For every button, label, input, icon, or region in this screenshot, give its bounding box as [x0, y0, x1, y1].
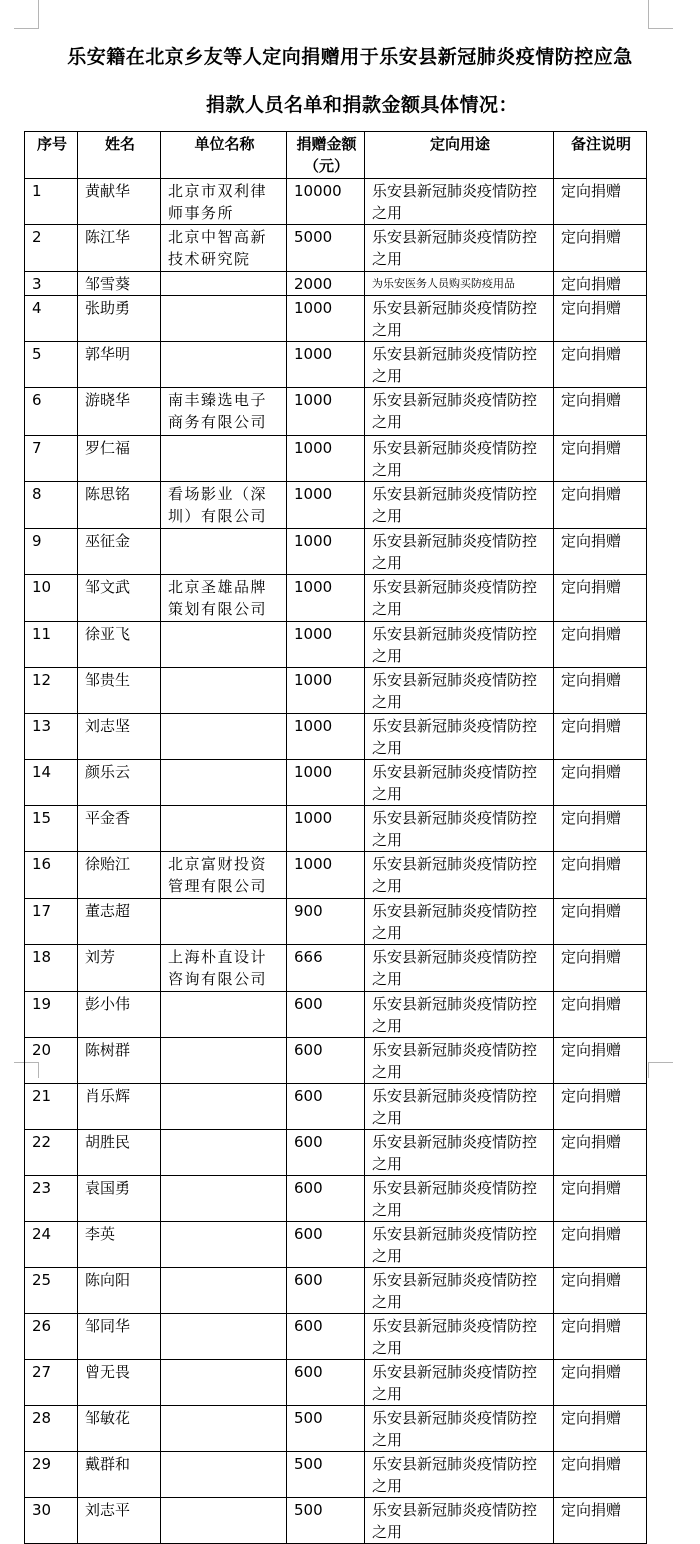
donation-purpose: 乐安县新冠肺炎疫情防控之用 — [365, 575, 554, 622]
crop-mark-top-left — [14, 0, 39, 29]
donation-note: 定向捐赠 — [554, 1130, 647, 1176]
donation-purpose: 乐安县新冠肺炎疫情防控之用 — [365, 1130, 554, 1176]
donor-name: 陈思铭 — [78, 482, 161, 529]
donor-name: 胡胜民 — [78, 1130, 161, 1176]
table-row — [25, 1406, 647, 1452]
donor-unit — [161, 714, 287, 760]
donation-note: 定向捐赠 — [554, 1360, 647, 1406]
row-number: 1 — [25, 179, 78, 225]
row-number: 17 — [25, 899, 78, 945]
donor-name: 巫征金 — [78, 529, 161, 575]
donation-amount: 600 — [287, 1268, 365, 1314]
header-no: 序号 — [25, 132, 78, 179]
donation-amount: 1000 — [287, 806, 365, 852]
donor-unit — [161, 1268, 287, 1314]
row-number: 3 — [25, 272, 78, 296]
donation-amount: 600 — [287, 1038, 365, 1084]
header-purpose: 定向用途 — [365, 132, 554, 179]
donation-purpose: 乐安县新冠肺炎疫情防控之用 — [365, 806, 554, 852]
row-number: 12 — [25, 668, 78, 714]
donor-name: 邹贵生 — [78, 668, 161, 714]
table-row — [25, 1314, 647, 1360]
donation-amount: 5000 — [287, 225, 365, 272]
donor-unit — [161, 1452, 287, 1498]
donation-note: 定向捐赠 — [554, 806, 647, 852]
donation-note: 定向捐赠 — [554, 622, 647, 668]
row-number: 10 — [25, 575, 78, 622]
row-number: 13 — [25, 714, 78, 760]
donor-name: 邹雪葵 — [78, 272, 161, 296]
donor-name: 郭华明 — [78, 342, 161, 388]
donor-name: 徐亚飞 — [78, 622, 161, 668]
row-number: 14 — [25, 760, 78, 806]
donation-amount: 666 — [287, 945, 365, 992]
row-number: 26 — [25, 1314, 78, 1360]
donor-unit — [161, 1130, 287, 1176]
table-row — [25, 388, 647, 436]
donor-unit: 北京圣雄品牌策划有限公司 — [161, 575, 287, 622]
donor-name: 彭小伟 — [78, 992, 161, 1038]
donor-table — [24, 131, 647, 1544]
table-row — [25, 436, 647, 482]
crop-mark-top-right — [648, 0, 673, 29]
donor-unit: 北京富财投资管理有限公司 — [161, 852, 287, 899]
header-note: 备注说明 — [554, 132, 647, 179]
donation-note: 定向捐赠 — [554, 436, 647, 482]
donation-note: 定向捐赠 — [554, 272, 647, 296]
donor-unit — [161, 760, 287, 806]
donation-purpose: 乐安县新冠肺炎疫情防控之用 — [365, 436, 554, 482]
donation-note: 定向捐赠 — [554, 388, 647, 436]
donation-note: 定向捐赠 — [554, 1498, 647, 1544]
donation-amount: 600 — [287, 1360, 365, 1406]
donor-name: 邹文武 — [78, 575, 161, 622]
donor-name: 邹同华 — [78, 1314, 161, 1360]
row-number: 18 — [25, 945, 78, 992]
donation-purpose: 乐安县新冠肺炎疫情防控之用 — [365, 945, 554, 992]
donation-purpose: 乐安县新冠肺炎疫情防控之用 — [365, 225, 554, 272]
donation-note: 定向捐赠 — [554, 668, 647, 714]
crop-mark-bottom-right — [648, 1062, 673, 1078]
donation-purpose: 乐安县新冠肺炎疫情防控之用 — [365, 1084, 554, 1130]
donation-purpose: 乐安县新冠肺炎疫情防控之用 — [365, 296, 554, 342]
table-row — [25, 1268, 647, 1314]
donor-unit — [161, 806, 287, 852]
table-row — [25, 1498, 647, 1544]
donation-amount: 1000 — [287, 668, 365, 714]
donation-amount: 600 — [287, 1222, 365, 1268]
donor-unit — [161, 272, 287, 296]
donor-unit — [161, 1406, 287, 1452]
table-row — [25, 342, 647, 388]
donor-name: 袁国勇 — [78, 1176, 161, 1222]
donor-unit — [161, 529, 287, 575]
table-row — [25, 899, 647, 945]
donor-unit — [161, 668, 287, 714]
donor-unit — [161, 342, 287, 388]
donor-unit — [161, 1498, 287, 1544]
donation-purpose: 乐安县新冠肺炎疫情防控之用 — [365, 1268, 554, 1314]
donation-note: 定向捐赠 — [554, 1176, 647, 1222]
row-number: 19 — [25, 992, 78, 1038]
table-row — [25, 225, 647, 272]
donation-amount: 1000 — [287, 388, 365, 436]
donation-note: 定向捐赠 — [554, 1084, 647, 1130]
donation-purpose: 乐安县新冠肺炎疫情防控之用 — [365, 1452, 554, 1498]
donation-note: 定向捐赠 — [554, 945, 647, 992]
donor-name: 陈树群 — [78, 1038, 161, 1084]
document-subtitle: 捐款人员名单和捐款金额具体情况： — [205, 94, 518, 116]
table-row — [25, 668, 647, 714]
donor-name: 陈向阳 — [78, 1268, 161, 1314]
donation-note: 定向捐赠 — [554, 296, 647, 342]
donation-note: 定向捐赠 — [554, 1452, 647, 1498]
donation-purpose: 乐安县新冠肺炎疫情防控之用 — [365, 482, 554, 529]
donor-unit — [161, 992, 287, 1038]
donation-amount: 500 — [287, 1452, 365, 1498]
donation-purpose: 乐安县新冠肺炎疫情防控之用 — [365, 1360, 554, 1406]
row-number: 28 — [25, 1406, 78, 1452]
donor-unit: 南丰臻选电子商务有限公司 — [161, 388, 287, 436]
donation-amount: 600 — [287, 992, 365, 1038]
donation-note: 定向捐赠 — [554, 714, 647, 760]
row-number: 6 — [25, 388, 78, 436]
donation-note: 定向捐赠 — [554, 179, 647, 225]
donation-note: 定向捐赠 — [554, 992, 647, 1038]
donation-purpose: 乐安县新冠肺炎疫情防控之用 — [365, 899, 554, 945]
donor-name: 罗仁福 — [78, 436, 161, 482]
row-number: 2 — [25, 225, 78, 272]
donation-note: 定向捐赠 — [554, 529, 647, 575]
donor-name: 陈江华 — [78, 225, 161, 272]
donation-purpose: 乐安县新冠肺炎疫情防控之用 — [365, 388, 554, 436]
donation-note: 定向捐赠 — [554, 1406, 647, 1452]
donor-name: 刘志平 — [78, 1498, 161, 1544]
donation-purpose: 乐安县新冠肺炎疫情防控之用 — [365, 760, 554, 806]
donor-unit — [161, 1176, 287, 1222]
donation-amount: 2000 — [287, 272, 365, 296]
donor-name: 董志超 — [78, 899, 161, 945]
table-row — [25, 482, 647, 529]
donation-note: 定向捐赠 — [554, 899, 647, 945]
table-row — [25, 1222, 647, 1268]
donor-name: 平金香 — [78, 806, 161, 852]
donation-amount: 600 — [287, 1130, 365, 1176]
table-row — [25, 1360, 647, 1406]
donation-purpose: 乐安县新冠肺炎疫情防控之用 — [365, 1314, 554, 1360]
donation-purpose: 乐安县新冠肺炎疫情防控之用 — [365, 1406, 554, 1452]
table-row — [25, 1084, 647, 1130]
donation-amount: 900 — [287, 899, 365, 945]
row-number: 8 — [25, 482, 78, 529]
donor-name: 张助勇 — [78, 296, 161, 342]
row-number: 24 — [25, 1222, 78, 1268]
donation-purpose: 乐安县新冠肺炎疫情防控之用 — [365, 1038, 554, 1084]
donation-amount: 1000 — [287, 482, 365, 529]
table-row — [25, 992, 647, 1038]
donation-purpose: 乐安县新冠肺炎疫情防控之用 — [365, 852, 554, 899]
donor-name: 颜乐云 — [78, 760, 161, 806]
row-number: 11 — [25, 622, 78, 668]
table-row — [25, 714, 647, 760]
donation-amount: 1000 — [287, 436, 365, 482]
table-row — [25, 852, 647, 899]
row-number: 20 — [25, 1038, 78, 1084]
donation-note: 定向捐赠 — [554, 225, 647, 272]
donation-purpose: 乐安县新冠肺炎疫情防控之用 — [365, 714, 554, 760]
donation-amount: 1000 — [287, 714, 365, 760]
document-title: 乐安籍在北京乡友等人定向捐赠用于乐安县新冠肺炎疫情防控应急 — [67, 46, 633, 68]
row-number: 4 — [25, 296, 78, 342]
donation-amount: 500 — [287, 1498, 365, 1544]
donation-amount: 600 — [287, 1314, 365, 1360]
row-number: 23 — [25, 1176, 78, 1222]
donation-note: 定向捐赠 — [554, 1314, 647, 1360]
donor-name: 黄献华 — [78, 179, 161, 225]
donation-purpose: 乐安县新冠肺炎疫情防控之用 — [365, 1498, 554, 1544]
donation-note: 定向捐赠 — [554, 482, 647, 529]
donation-purpose: 乐安县新冠肺炎疫情防控之用 — [365, 622, 554, 668]
donation-amount: 600 — [287, 1176, 365, 1222]
table-row — [25, 1452, 647, 1498]
donation-amount: 500 — [287, 1406, 365, 1452]
donation-purpose: 为乐安医务人员购买防疫用品 — [365, 272, 554, 296]
table-row — [25, 806, 647, 852]
table-row — [25, 296, 647, 342]
donation-note: 定向捐赠 — [554, 760, 647, 806]
donation-amount: 1000 — [287, 296, 365, 342]
row-number: 9 — [25, 529, 78, 575]
donation-note: 定向捐赠 — [554, 852, 647, 899]
donor-unit — [161, 1314, 287, 1360]
row-number: 16 — [25, 852, 78, 899]
donation-purpose: 乐安县新冠肺炎疫情防控之用 — [365, 1176, 554, 1222]
donation-amount: 1000 — [287, 760, 365, 806]
donor-unit — [161, 436, 287, 482]
row-number: 5 — [25, 342, 78, 388]
donor-unit — [161, 899, 287, 945]
donor-unit: 上海朴直设计咨询有限公司 — [161, 945, 287, 992]
donor-name: 戴群和 — [78, 1452, 161, 1498]
donation-amount: 1000 — [287, 529, 365, 575]
donor-unit — [161, 296, 287, 342]
donation-purpose: 乐安县新冠肺炎疫情防控之用 — [365, 992, 554, 1038]
row-number: 27 — [25, 1360, 78, 1406]
table-row — [25, 622, 647, 668]
header-name: 姓名 — [78, 132, 161, 179]
donation-amount: 1000 — [287, 342, 365, 388]
table-row — [25, 1130, 647, 1176]
donation-note: 定向捐赠 — [554, 575, 647, 622]
donation-purpose: 乐安县新冠肺炎疫情防控之用 — [365, 1222, 554, 1268]
donation-purpose: 乐安县新冠肺炎疫情防控之用 — [365, 529, 554, 575]
donation-purpose: 乐安县新冠肺炎疫情防控之用 — [365, 179, 554, 225]
donor-unit — [161, 1084, 287, 1130]
table-header-row — [25, 132, 647, 179]
row-number: 7 — [25, 436, 78, 482]
row-number: 25 — [25, 1268, 78, 1314]
donor-name: 游晓华 — [78, 388, 161, 436]
table-row — [25, 1176, 647, 1222]
donation-amount: 1000 — [287, 852, 365, 899]
donation-amount: 10000 — [287, 179, 365, 225]
donor-name: 肖乐辉 — [78, 1084, 161, 1130]
row-number: 22 — [25, 1130, 78, 1176]
donation-note: 定向捐赠 — [554, 1268, 647, 1314]
donor-name: 曾无畏 — [78, 1360, 161, 1406]
donor-unit — [161, 622, 287, 668]
donation-note: 定向捐赠 — [554, 1222, 647, 1268]
donation-amount: 1000 — [287, 575, 365, 622]
table-row — [25, 179, 647, 225]
donor-unit: 北京中智高新技术研究院 — [161, 225, 287, 272]
table-row — [25, 272, 647, 296]
table-row — [25, 945, 647, 992]
header-amount: 捐赠金额（元） — [287, 132, 365, 179]
donor-name: 刘芳 — [78, 945, 161, 992]
table-row — [25, 529, 647, 575]
donor-unit: 看场影业（深圳）有限公司 — [161, 482, 287, 529]
row-number: 21 — [25, 1084, 78, 1130]
donation-note: 定向捐赠 — [554, 1038, 647, 1084]
donor-unit: 北京市双利律师事务所 — [161, 179, 287, 225]
donor-unit — [161, 1222, 287, 1268]
donation-amount: 600 — [287, 1084, 365, 1130]
row-number: 15 — [25, 806, 78, 852]
table-row — [25, 575, 647, 622]
donation-note: 定向捐赠 — [554, 342, 647, 388]
row-number: 30 — [25, 1498, 78, 1544]
donation-amount: 1000 — [287, 622, 365, 668]
donation-purpose: 乐安县新冠肺炎疫情防控之用 — [365, 342, 554, 388]
row-number: 29 — [25, 1452, 78, 1498]
donor-name: 徐贻江 — [78, 852, 161, 899]
donor-unit — [161, 1360, 287, 1406]
donation-purpose: 乐安县新冠肺炎疫情防控之用 — [365, 668, 554, 714]
header-unit: 单位名称 — [161, 132, 287, 179]
donor-name: 刘志坚 — [78, 714, 161, 760]
donor-name: 邹敏花 — [78, 1406, 161, 1452]
donor-name: 李英 — [78, 1222, 161, 1268]
table-row — [25, 760, 647, 806]
